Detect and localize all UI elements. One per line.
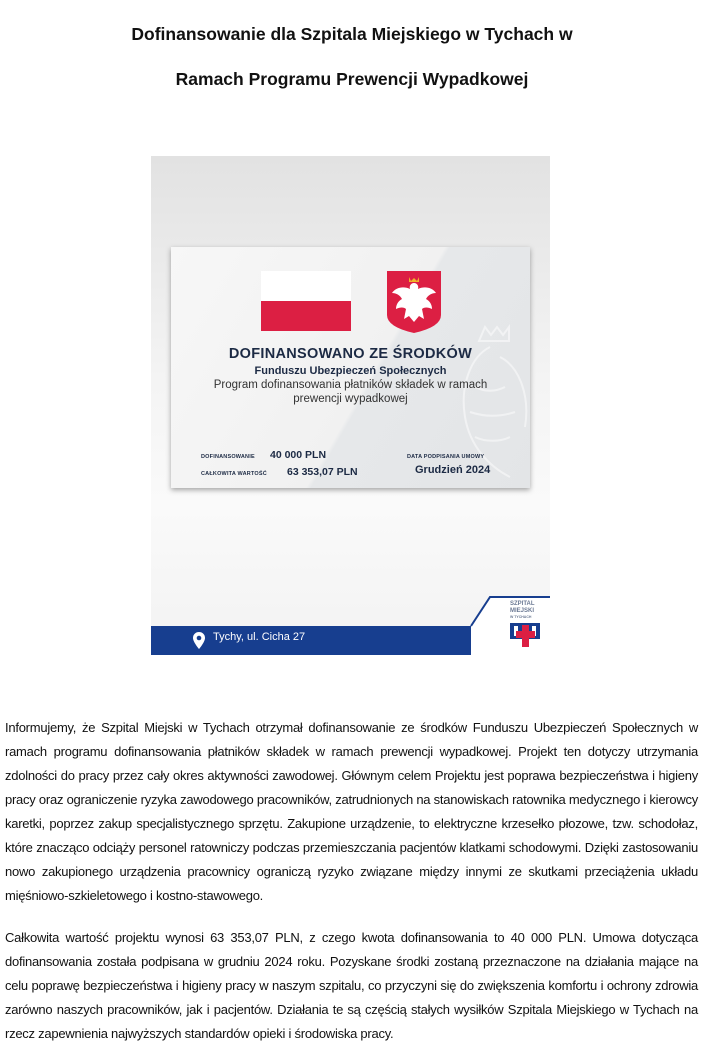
poster-program: Program dofinansowania płatników składek w ramach prewencji wypadkowej	[213, 379, 488, 405]
polish-flag-icon	[261, 271, 351, 331]
address-text: Tychy, ul. Cicha 27	[213, 631, 306, 643]
document-title	[0, 12, 704, 102]
date-value: Grudzień 2024	[415, 464, 491, 476]
poster-subheading: Funduszu Ubezpieczeń Społecznych	[254, 365, 447, 377]
hospital-cross-icon	[510, 623, 540, 647]
total-label: CAŁKOWITA WARTOŚĆ	[201, 471, 267, 477]
hospital-logo	[510, 601, 540, 649]
logo-line-2: MIEJSKI	[510, 607, 535, 614]
title-line-2: Ramach Programu Prewencji Wypadkowej	[175, 69, 529, 89]
logo-line-1: SZPITAL	[510, 601, 535, 607]
funding-plaque	[171, 247, 530, 488]
paragraph-1: Informujemy, że Szpital Miejski w Tychach otrzymał dofinansowanie ze środków Funduszu Ubezpieczeń Społecznych w ramach programu dofinansowania płatników składek w ramach prewencji wypadkowej. Projekt ten dotyczy utrzymania zdolności do pracy przez cały okres aktywności zawodowej. Głównym celem Projektu jest poprawa bezpieczeństwa i higieny pracy oraz ograniczenie ryzyka zawodowego pracowników, zatrudnionych na stanowiskach ratownika medycznego i kierowcy karetki, poprzez zakup specjalistycznego sprzętu. Zakupione urządzenie, to elektryczne krzesełko płozowe, tzw. schodołaz, które znacząco odciąży personel ratowniczy podczas przemieszczania pacjentów klatkami schodowymi. Dzięki zastosowaniu nowo zakupionego urządzenia pracownicy ograniczą ryzyko związane między innymi ze skutkami przeciążenia układu mięśniowo-szkieletowego i kostno-stawowego.	[5, 720, 698, 903]
polish-coat-of-arms-icon	[387, 271, 441, 333]
date-label: DATA PODPISANIA UMOWY	[407, 454, 485, 460]
paragraph-2: Całkowita wartość projektu wynosi 63 353,07 PLN, z czego kwota dofinansowania to 40 000 PLN. Umowa dotycząca dofinansowania została podpisana w grudniu 2024 roku. Pozyskane środki zostaną przeznaczone na działania mające na celu poprawę bezpieczeństwa i higieny pracy w naszym szpitalu, co przyczyni się do zwiększenia komfortu i ochrony zdrowia zarówno naszych pracowników, jak i pacjentów. Działania te są częścią stałych wysiłków Szpitala Miejskiego w Tychach na rzecz zapewnienia najwyższych standardów opieki i środowiska pracy.	[5, 930, 698, 1041]
poster-heading: DOFINANSOWANO ZE ŚRODKÓW	[228, 346, 473, 362]
logo-line-3: W TYCHACH	[510, 615, 532, 619]
funding-value: 40 000 PLN	[270, 449, 327, 461]
funding-poster-image	[151, 156, 550, 655]
title-line-1: Dofinansowanie dla Szpitala Miejskiego w Tychach w	[131, 24, 573, 44]
funding-label: DOFINANSOWANIE	[201, 454, 255, 460]
location-pin-icon	[193, 632, 205, 649]
total-value: 63 353,07 PLN	[287, 466, 358, 478]
